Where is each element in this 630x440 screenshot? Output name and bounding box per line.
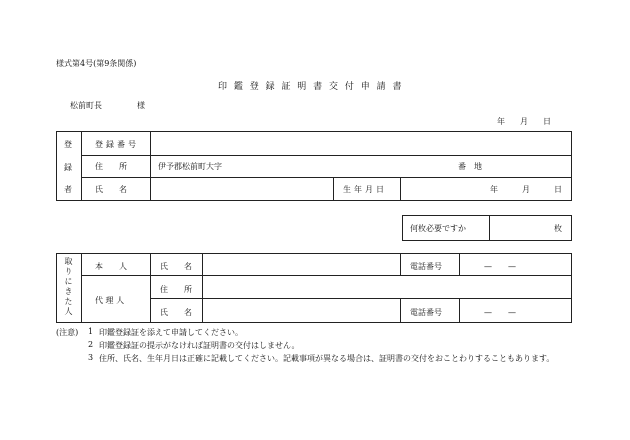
- note-3-number: 3: [88, 353, 94, 362]
- collector-side-label: 取りにきた人: [64, 257, 73, 317]
- page-title: 印 鑑 登 録 証 明 書 交 付 申 請 書: [218, 82, 404, 92]
- note-2-text: 印鑑登録証の提示がなければ証明書の交付はしません。: [99, 341, 300, 350]
- applicant-side-label-3: 者: [64, 185, 72, 194]
- address-field[interactable]: [230, 156, 450, 176]
- self-name-label: 氏 名: [160, 262, 192, 271]
- self-label: 本 人: [95, 262, 127, 271]
- address-label: 住 所: [95, 162, 127, 171]
- self-name-field[interactable]: [203, 254, 399, 275]
- note-2-number: 2: [88, 340, 94, 349]
- addressee-suffix: 様: [137, 101, 145, 110]
- addressee: 松前町長: [70, 101, 102, 110]
- note-1-text: 印鑑登録証を添えて申請してください。: [99, 328, 243, 337]
- dob-day: 日: [554, 185, 562, 194]
- self-phone-label: 電話番号: [410, 262, 442, 271]
- agent-address-field[interactable]: [203, 276, 570, 297]
- agent-address-label: 住 所: [160, 285, 192, 294]
- copies-field[interactable]: [490, 216, 550, 240]
- copies-unit: 枚: [554, 224, 562, 233]
- banchi-label: 番 地: [458, 162, 482, 171]
- applicant-side-label-2: 録: [64, 163, 72, 172]
- name-label: 氏 名: [95, 185, 127, 194]
- self-phone-field[interactable]: — —: [484, 262, 516, 271]
- dob-month: 月: [522, 185, 530, 194]
- name-field[interactable]: [151, 178, 332, 199]
- date-month: 月: [520, 117, 528, 126]
- dob-label: 生年月日: [343, 185, 387, 194]
- agent-phone-label: 電話番号: [410, 308, 442, 317]
- dob-year: 年: [490, 185, 498, 194]
- agent-label: 代 理 人: [95, 296, 125, 305]
- registration-number-label: 登録番号: [95, 140, 139, 149]
- dob-field[interactable]: [401, 178, 570, 199]
- form-number: 様式第4号(第9条関係): [56, 59, 137, 68]
- registration-number-field[interactable]: [151, 132, 570, 154]
- date-day: 日: [543, 117, 551, 126]
- copies-label: 何枚必要ですか: [410, 224, 466, 233]
- agent-phone-field[interactable]: — —: [484, 308, 516, 317]
- notes-prefix: (注意): [56, 328, 79, 337]
- note-3-text: 住所、氏名、生年月日は正確に記載してください。記載事項が異なる場合は、証明書の交付をおことわりすることもあります。: [99, 354, 555, 363]
- agent-name-field[interactable]: [203, 299, 399, 321]
- note-1-number: 1: [88, 327, 94, 336]
- agent-name-label: 氏 名: [160, 308, 192, 317]
- applicant-side-label-1: 登: [64, 140, 72, 149]
- address-prefix: 伊予郡松前町大字: [158, 162, 222, 171]
- date-year: 年: [497, 117, 505, 126]
